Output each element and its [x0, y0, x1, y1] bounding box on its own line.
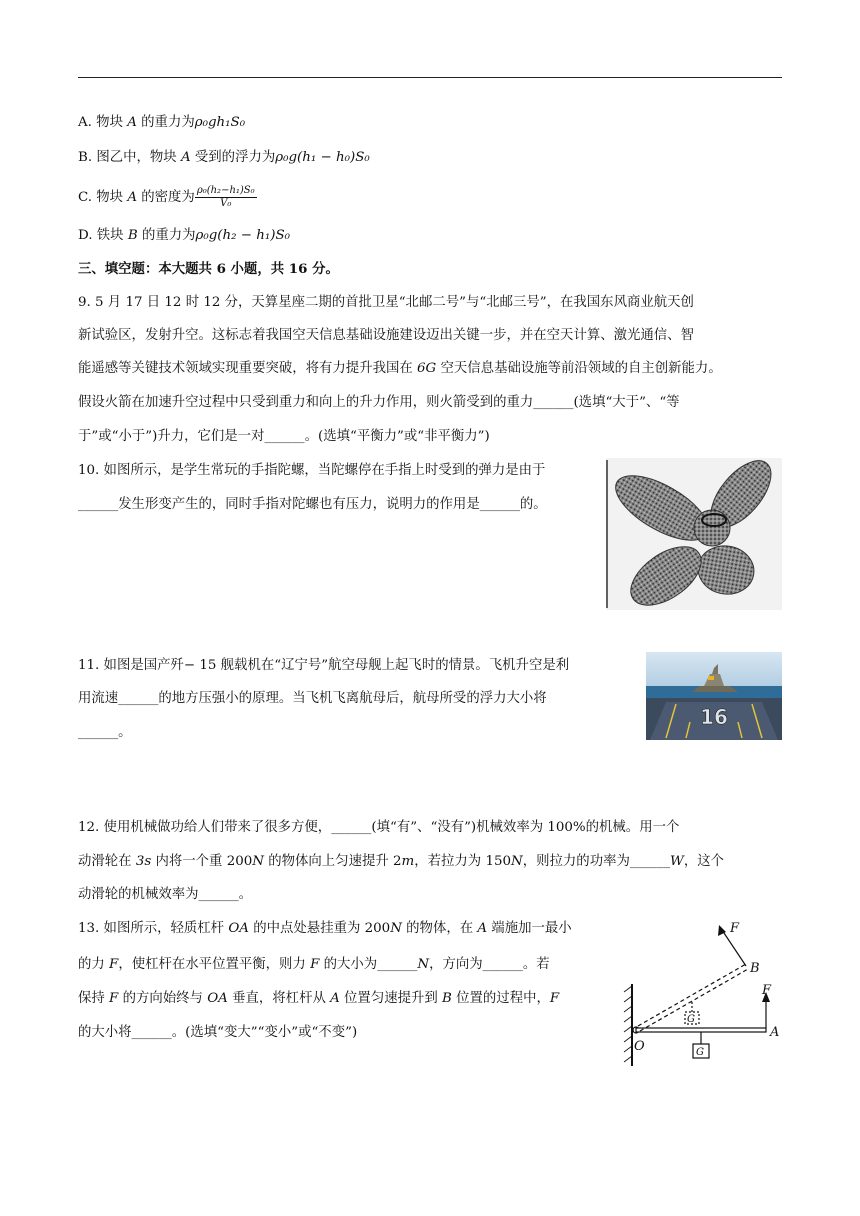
q13-line1: 13. 如图所示，轻质杠杆 OA 的中点处悬挂重为 200N 的物体，在 A 端施加一最小	[78, 921, 572, 936]
jet-carrier-image	[646, 652, 782, 740]
label-g-upper: G	[687, 1014, 695, 1025]
q11-line3: ______。	[78, 725, 132, 740]
header-rule	[78, 77, 782, 78]
option-c: C. 物块 A 的密度为 $\frac{\text{ρ₀(h₂−h₁)S₀}}{\text{V₀}}$	[78, 185, 255, 209]
density-fraction: $\frac{\text{ρ₀(h₂−h₁)S₀}}{\text{V₀}}$	[196, 185, 255, 209]
label-f-top: F	[730, 921, 740, 936]
q11-line2: 用流速______的地方压强小的原理。当飞机飞离航母后，航母所受的浮力大小将	[78, 691, 547, 706]
q9-line4: 假设火箭在加速升空过程中只受到重力和向上的升力作用，则火箭受到的重力______(选填“大于”、“等	[78, 395, 680, 410]
fidget-spinner-image	[606, 458, 782, 610]
q9-line2: 新试验区，发射升空。这标志着我国空天信息基础设施建设迈出关键一步，并在空天计算、激光通信、智	[78, 328, 694, 343]
q13-line2: 的力 F，使杠杆在水平位置平衡，则力 F 的大小为______N，方向为______。若	[78, 957, 550, 972]
q10-line1: 10. 如图所示，是学生常玩的手指陀螺，当陀螺停在手指上时受到的弹力是由于	[78, 463, 546, 478]
section-title: 三、填空题：本大题共 6 小题，共 16 分。	[78, 261, 339, 277]
label-f-right: F	[762, 983, 772, 998]
lever-diagram	[618, 912, 786, 1072]
deck-number: 16	[700, 705, 728, 729]
label-g-lower: G	[696, 1047, 704, 1058]
label-b: B	[750, 961, 760, 976]
option-a: A. 物块 A 的重力为ρ₀gh₁S₀	[78, 115, 246, 130]
q9-line3: 能遥感等关键技术领域实现重要突破，将有力提升我国在 6G 空天信息基础设施等前沿领域的自主创新能力。	[78, 361, 722, 376]
label-o: O	[634, 1039, 645, 1054]
q9-line1: 9. 5 月 17 日 12 时 12 分，天算星座二期的首批卫星“北邮二号”与“北邮三号”，在我国东风商业航天创	[78, 295, 694, 310]
q12-line1: 12. 使用机械做功给人们带来了很多方便，______(填“有”、“没有”)机械效率为 100%的机械。用一个	[78, 820, 680, 835]
q13-line3: 保持 F 的方向始终与 OA 垂直，将杠杆从 A 位置匀速提升到 B 位置的过程中，F	[78, 991, 560, 1006]
q13-line4: 的大小将______。(选填“变大”“变小”或“不变”)	[78, 1025, 358, 1040]
label-a: A	[770, 1025, 780, 1040]
q10-line2: ______发生形变产生的，同时手指对陀螺也有压力，说明力的作用是______的。	[78, 497, 547, 512]
q11-line1: 11. 如图是国产歼− 15 舰载机在“辽宁号”航空母舰上起飞时的情景。飞机升空是利	[78, 658, 570, 673]
q12-line3: 动滑轮的机械效率为______。	[78, 887, 253, 902]
option-d: D. 铁块 B 的重力为ρ₀g(h₂ − h₁)S₀	[78, 228, 291, 243]
q9-line5: 于”或“小于”)升力，它们是一对______。(选填“平衡力”或“非平衡力”)	[78, 429, 490, 444]
q12-line2: 动滑轮在 3s 内将一个重 200N 的物体向上匀速提升 2m，若拉力为 150N，则拉力的功率为______W，这个	[78, 854, 724, 869]
option-b: B. 图乙中，物块 A 受到的浮力为ρ₀g(h₁ − h₀)S₀	[78, 150, 370, 165]
